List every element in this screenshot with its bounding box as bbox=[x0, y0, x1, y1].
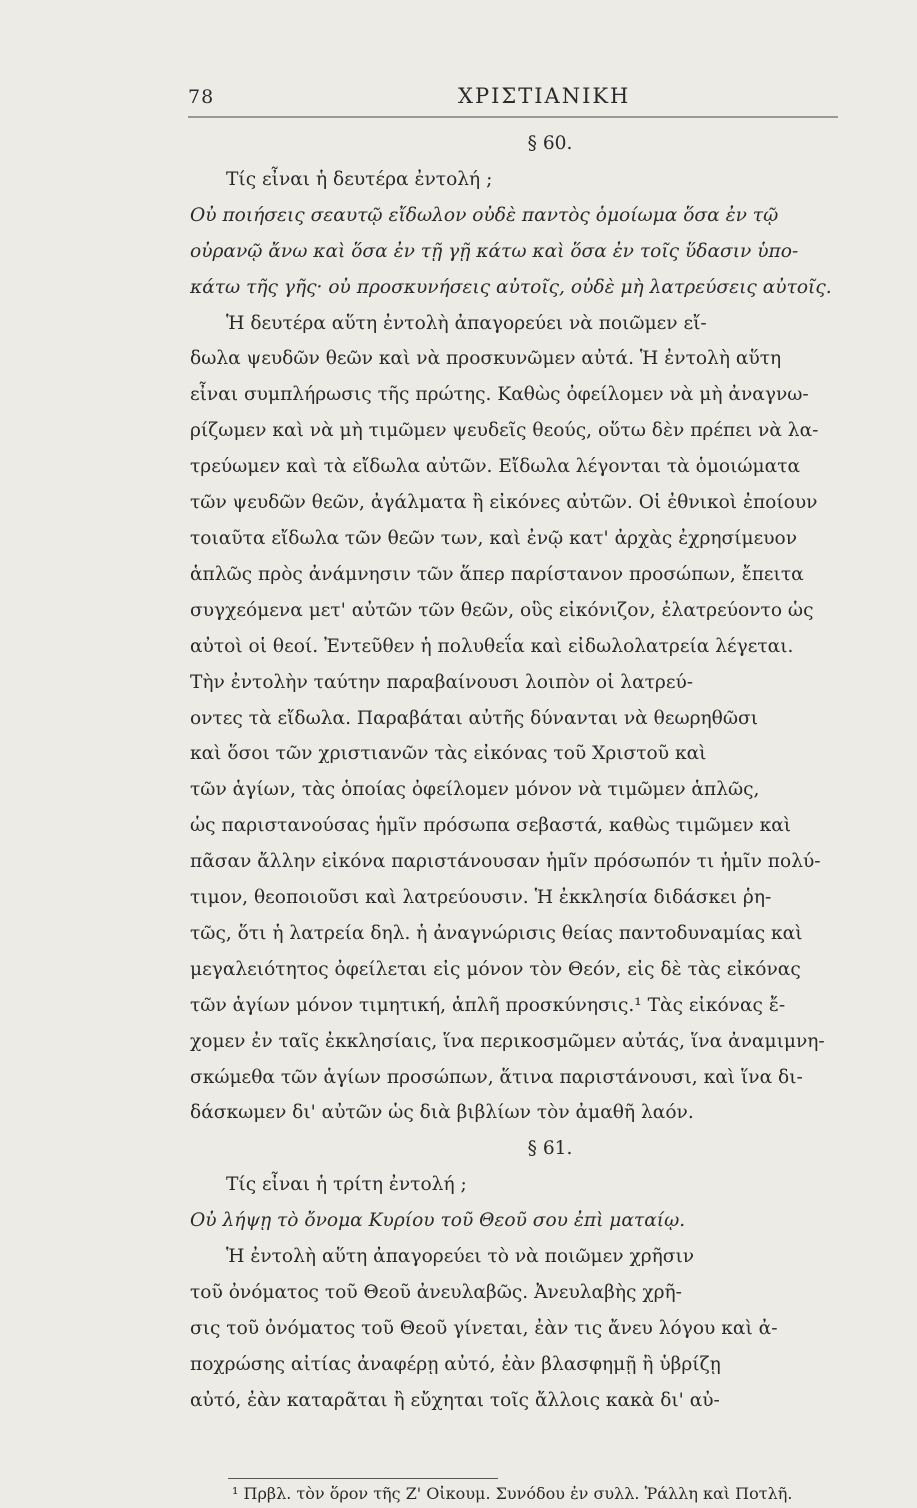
text-line: σις τοῦ ὀνόματος τοῦ Θεοῦ γίνεται, ἐὰν τις ἄνευ λόγου καὶ ἀ- bbox=[190, 1317, 778, 1339]
section-61-mark: § 61. bbox=[527, 1138, 573, 1160]
text-line: μεγαλειότητος ὀφείλεται εἰς μόνον τὸν Θεόν, εἰς δὲ τὰς εἰκόνας bbox=[190, 958, 801, 980]
commandment-line: Οὐ λήψῃ τὸ ὄνομα Κυρίου τοῦ Θεοῦ σου ἐπὶ ματαίῳ. bbox=[190, 1210, 686, 1232]
text-line: τῶς, ὅτι ἡ λατρεία δηλ. ἡ ἀναγνώρισις θείας παντοδυναμίας καὶ bbox=[190, 922, 803, 944]
text-line: τρεύωμεν καὶ τὰ εἴδωλα αὐτῶν. Εἴδωλα λέγονται τὰ ὁμοιώματα bbox=[190, 456, 801, 478]
section-61-question: Τίς εἶναι ἡ τρίτη ἐντολή ; bbox=[226, 1174, 467, 1196]
text-line: ποχρώσης αἰτίας ἀναφέρῃ αὐτό, ἐὰν βλασφημῇ ἢ ὑβρίζῃ bbox=[190, 1353, 721, 1375]
text-line: Ἡ ἐντολὴ αὕτη ἀπαγορεύει τὸ νὰ ποιῶμεν χρῆσιν bbox=[226, 1246, 695, 1268]
text-line: δάσκωμεν δι' αὐτῶν ὡς διὰ βιβλίων τὸν ἀμαθῆ λαόν. bbox=[190, 1102, 694, 1124]
text-line: τοῦ ὀνόματος τοῦ Θεοῦ ἀνευλαβῶς. Ἀνευλαβὴς χρῆ- bbox=[190, 1282, 682, 1303]
text-line: χομεν ἐν ταῖς ἐκκλησίαις, ἵνα περικοσμῶμεν αὐτάς, ἵνα ἀναμιμνη- bbox=[190, 1030, 825, 1052]
running-title: ΧΡΙΣΤΙΑΝΙΚΗ bbox=[458, 84, 631, 108]
text-line: καὶ ὅσοι τῶν χριστιανῶν τὰς εἰκόνας τοῦ Χριστοῦ καὶ bbox=[190, 743, 707, 765]
text-line: τῶν ἁγίων μόνον τιμητική, ἁπλῆ προσκύνησις.¹ Τὰς εἰκόνας ἔ- bbox=[190, 994, 786, 1016]
text-line: ὡς παριστανούσας ἡμῖν πρόσωπα σεβαστά, καθὼς τιμῶμεν καὶ bbox=[190, 815, 792, 837]
commandment-line: Οὐ ποιήσεις σεαυτῷ εἴδωλον οὐδὲ παντὸς ὁμοίωμα ὅσα ἐν τῷ bbox=[190, 204, 779, 226]
commandment-line: οὐρανῷ ἄνω καὶ ὅσα ἐν τῇ γῇ κάτω καὶ ὅσα ἐν τοῖς ὕδασιν ὑπο- bbox=[190, 240, 799, 262]
page-header bbox=[188, 76, 838, 116]
page-body bbox=[190, 126, 850, 1419]
footnote-rule bbox=[228, 1478, 498, 1479]
commandment-line: κάτω τῆς γῆς· οὐ προσκυνήσεις αὐτοῖς, οὐδὲ μὴ λατρεύσεις αὐτοῖς. bbox=[190, 276, 832, 298]
text-line: εἶναι συμπλήρωσις τῆς πρώτης. Καθὼς ὀφείλομεν νὰ μὴ ἀναγνω- bbox=[190, 384, 809, 406]
text-line: συγχεόμενα μετ' αὐτῶν τῶν θεῶν, οὓς εἰκόνιζον, ἐλατρεύοντο ὡς bbox=[190, 599, 814, 621]
text-line: Ἡ δευτέρα αὕτη ἐντολὴ ἀπαγορεύει νὰ ποιῶμεν εἴ- bbox=[226, 312, 707, 334]
text-line: πᾶσαν ἄλλην εἰκόνα παριστάνουσαν ἡμῖν πρόσωπόν τι ἡμῖν πολύ- bbox=[190, 851, 821, 873]
text-line: αὐτό, ἐὰν καταρᾶται ἢ εὔχηται τοῖς ἄλλοις κακὰ δι' αὐ- bbox=[190, 1389, 720, 1411]
text-line: τῶν ἁγίων, τὰς ὁποίας ὀφείλομεν μόνον νὰ τιμῶμεν ἁπλῶς, bbox=[190, 779, 760, 801]
text-line: αὐτοὶ οἱ θεοί. Ἐντεῦθεν ἡ πολυθεΐα καὶ εἰδωλολατρεία λέγεται. bbox=[190, 635, 794, 657]
section-60-mark: § 60. bbox=[527, 133, 573, 154]
text-line: τιμον, θεοποιοῦσι καὶ λατρεύουσιν. Ἡ ἐκκλησία διδάσκει ῥη- bbox=[190, 887, 772, 909]
text-line: σκώμεθα τῶν ἁγίων προσώπων, ἅτινα παριστάνουσι, καὶ ἵνα δι- bbox=[190, 1066, 803, 1088]
text-line: τοιαῦτα εἴδωλα τῶν θεῶν των, καὶ ἐνῷ κατ' ἀρχὰς ἐχρησίμευον bbox=[190, 527, 798, 549]
text-line: ἁπλῶς πρὸς ἀνάμνησιν τῶν ἅπερ παρίστανον προσώπων, ἔπειτα bbox=[190, 563, 804, 585]
text-line: Τὴν ἐντολὴν ταύτην παραβαίνουσι λοιπὸν οἱ λατρεύ- bbox=[190, 671, 694, 693]
text-line: οντες τὰ εἴδωλα. Παραβάται αὐτῆς δύνανται νὰ θεωρηθῶσι bbox=[190, 707, 759, 729]
page-number: 78 bbox=[188, 86, 215, 108]
text-line: τῶν ψευδῶν θεῶν, ἀγάλματα ἢ εἰκόνες αὐτῶν. Οἱ ἐθνικοὶ ἐποίουν bbox=[190, 492, 818, 514]
footnote: ¹ Πρβλ. τὸν ὅρον τῆς Ζ' Οἰκουμ. Συνόδου ἐν συλλ. Ῥάλλη καὶ Ποτλῆ. bbox=[232, 1484, 793, 1503]
text-line: δωλα ψευδῶν θεῶν καὶ νὰ προσκυνῶμεν αὐτά. Ἡ ἐντολὴ αὕτη bbox=[190, 348, 782, 370]
header-rule bbox=[188, 116, 838, 118]
text-line: ρίζωμεν καὶ νὰ μὴ τιμῶμεν ψευδεῖς θεούς, οὕτω δὲν πρέπει νὰ λα- bbox=[190, 420, 819, 442]
section-60-question: Τίς εἶναι ἡ δευτέρα ἐντολή ; bbox=[226, 168, 493, 190]
